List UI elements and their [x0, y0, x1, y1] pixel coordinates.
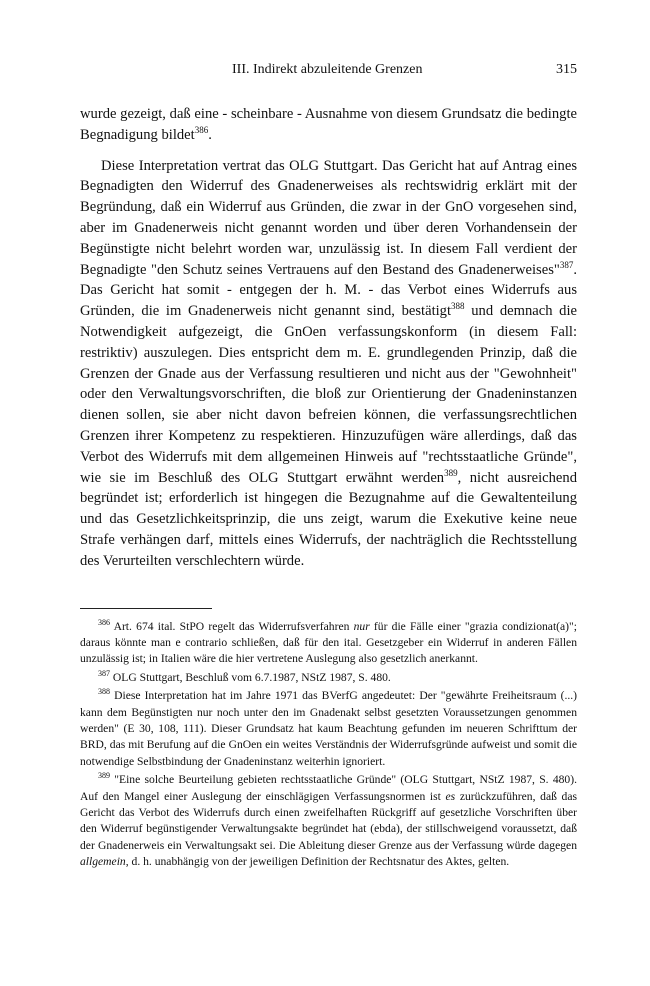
- book-page: [80, 62, 577, 873]
- footnote-386: [80, 619, 577, 668]
- chapter-title: III. Indirekt abzuleitende Grenzen: [232, 62, 423, 77]
- paragraph-text: und demnach die Notwendigkeit aufgezeigt, die GnOen verfassungskonform (in diesem Fall: restriktiv) auszulegen. Dies entspricht dem m. E. grundlegenden Prinzip, daß die Grenzen der Gnade aus der Verfassung resultieren und nicht aus der "Gewohnheit" oder den Verwaltungsvorschriften, die bloß zur Orientierung der Gnadeninstanzen dienen sollen, sie aber nicht davon befreien können, die verfassungsrechtlichen Grenzen ihrer Kompetenz zu respektieren. Hinzuzufügen wäre allerdings, daß das Verbot des Widerrufs mit dem allgemeinen Hinweis auf "rechtsstaatliche Gründe", wie sie im Beschluß des OLG Stuttgart erwähnt werden: [80, 303, 578, 486]
- footnote-text: , d. h. unabhängig von der jeweiligen Definition der Rechtsnatur des Aktes, gelten.: [125, 855, 510, 869]
- footnote-number: 388: [98, 687, 110, 697]
- footnote-388: [80, 688, 577, 770]
- footnote-387: [80, 670, 577, 686]
- footnote-number: 386: [98, 617, 110, 627]
- footnote-389: [80, 772, 577, 870]
- footnote-number: 387: [98, 668, 110, 678]
- footnote-text: zurückzuführen, daß das Gericht das Verbot des Widerrufs durch einen zweifelhaften Rückgriff auf gesetzliche Vorschriften über den Widerruf begünstigender Verwaltungsakte begründet hat (ebda), der stillschweigend voraussetzt, daß der Gnadenerweis ein Verwaltungsakt sei. Die Ableitung dieser Grenze aus der Verfassung würde dagegen: [80, 789, 577, 852]
- footnote-ref-386[interactable]: 386: [194, 124, 209, 135]
- footnote-number: 389: [98, 771, 110, 781]
- paragraph-text: wurde gezeigt, daß eine - scheinbare - Ausnahme von diesem Grundsatz die bedingte Begnadigung bildet: [80, 106, 577, 143]
- footnote-text: "Eine solche Beurteilung gebieten rechtsstaatliche Gründe" (OLG Stuttgart, NStZ 1987, S. 480). Auf den Mangel einer Auslegung der einschlägigen Verfassungsnormen ist: [80, 773, 577, 803]
- running-header: [80, 62, 577, 82]
- footnote-text: für die Fälle einer "grazia condizionat(a)"; daraus könnte man e contrario schließen, daß für den ital. Gesetzgeber ein Widerruf in anderen Fällen unzulässig ist; in Italien wäre die hier vertretene Auslegung also gesetzlich anerkannt.: [80, 619, 577, 666]
- footnote-ref-388[interactable]: 388: [451, 301, 465, 312]
- paragraph-1: [80, 104, 577, 146]
- paragraph-2: [80, 156, 577, 572]
- footnote-text: OLG Stuttgart, Beschluß vom 6.7.1987, NStZ 1987, S. 480.: [112, 670, 391, 684]
- footnote-emphasis: allgemein: [80, 855, 126, 869]
- footnote-emphasis: es: [445, 789, 456, 803]
- paragraph-text: .: [208, 126, 212, 143]
- footnote-separator: [80, 608, 212, 609]
- main-text: [80, 104, 577, 572]
- footnote-ref-387[interactable]: 387: [559, 259, 574, 270]
- paragraph-text: . Das Gericht hat somit - entgegen der h. M. - das Verbot eines Widerrufs aus Gründen, die im Gnadenerweis nicht genannt sind, bestätigt: [80, 261, 577, 320]
- page-number: 315: [556, 62, 577, 77]
- footnote-text: Diese Interpretation hat im Jahre 1971 das BVerfG angedeutet: Der "gewährte Freiheitsraum (...) kann dem Begünstigten nur noch unter den im Gnadenakt selbst gesetzten Voraussetzungen genommen werden" (E 30, 108, 111). Dieser Grundsatz hat kaum Beachtung gefunden im neueren Schrifttum der BRD, das mit Berufung auf die GnOen ein weites Verständnis der Widerrufsgründe aufweist und somit die notwendige Selbstbindung der Gnadeninstanz weiterhin ignoriert.: [80, 689, 577, 768]
- paragraph-text: , nicht ausreichend begründet ist; erforderlich ist hingegen die Bezugnahme auf die Gewaltenteilung und das Gesetzlichkeitsprinzip, die uns zeigt, warum die Exekutive keine neue Strafe verhängen darf, mittels eines Widerrufs, der nachträglich die Rechtsstellung des Verurteilten verschlechtern würde.: [80, 469, 577, 569]
- footnote-emphasis: nur: [353, 619, 370, 633]
- paragraph-text: Diese Interpretation vertrat das OLG Stuttgart. Das Gericht hat auf Antrag eines Begnadigten den Widerruf des Gnadenerweises als rechtswidrig erklärt mit der Begründung, daß ein Widerruf aus Gründen, die zwar in der GnO vorgesehen sind, aber im Gnadenerweis nicht genannt worden und über deren Vorhandensein der Begünstigte nicht belehrt worden war, unzulässig ist. In diesem Fall verdient der Begnadigte "den Schutz seines Vertrauens auf den Bestand des Gnadenerweises": [80, 157, 577, 278]
- footnote-text: Art. 674 ital. StPO regelt das Widerrufsverfahren: [113, 619, 354, 633]
- footnote-ref-389[interactable]: 389: [444, 467, 458, 478]
- footnotes: [80, 619, 577, 871]
